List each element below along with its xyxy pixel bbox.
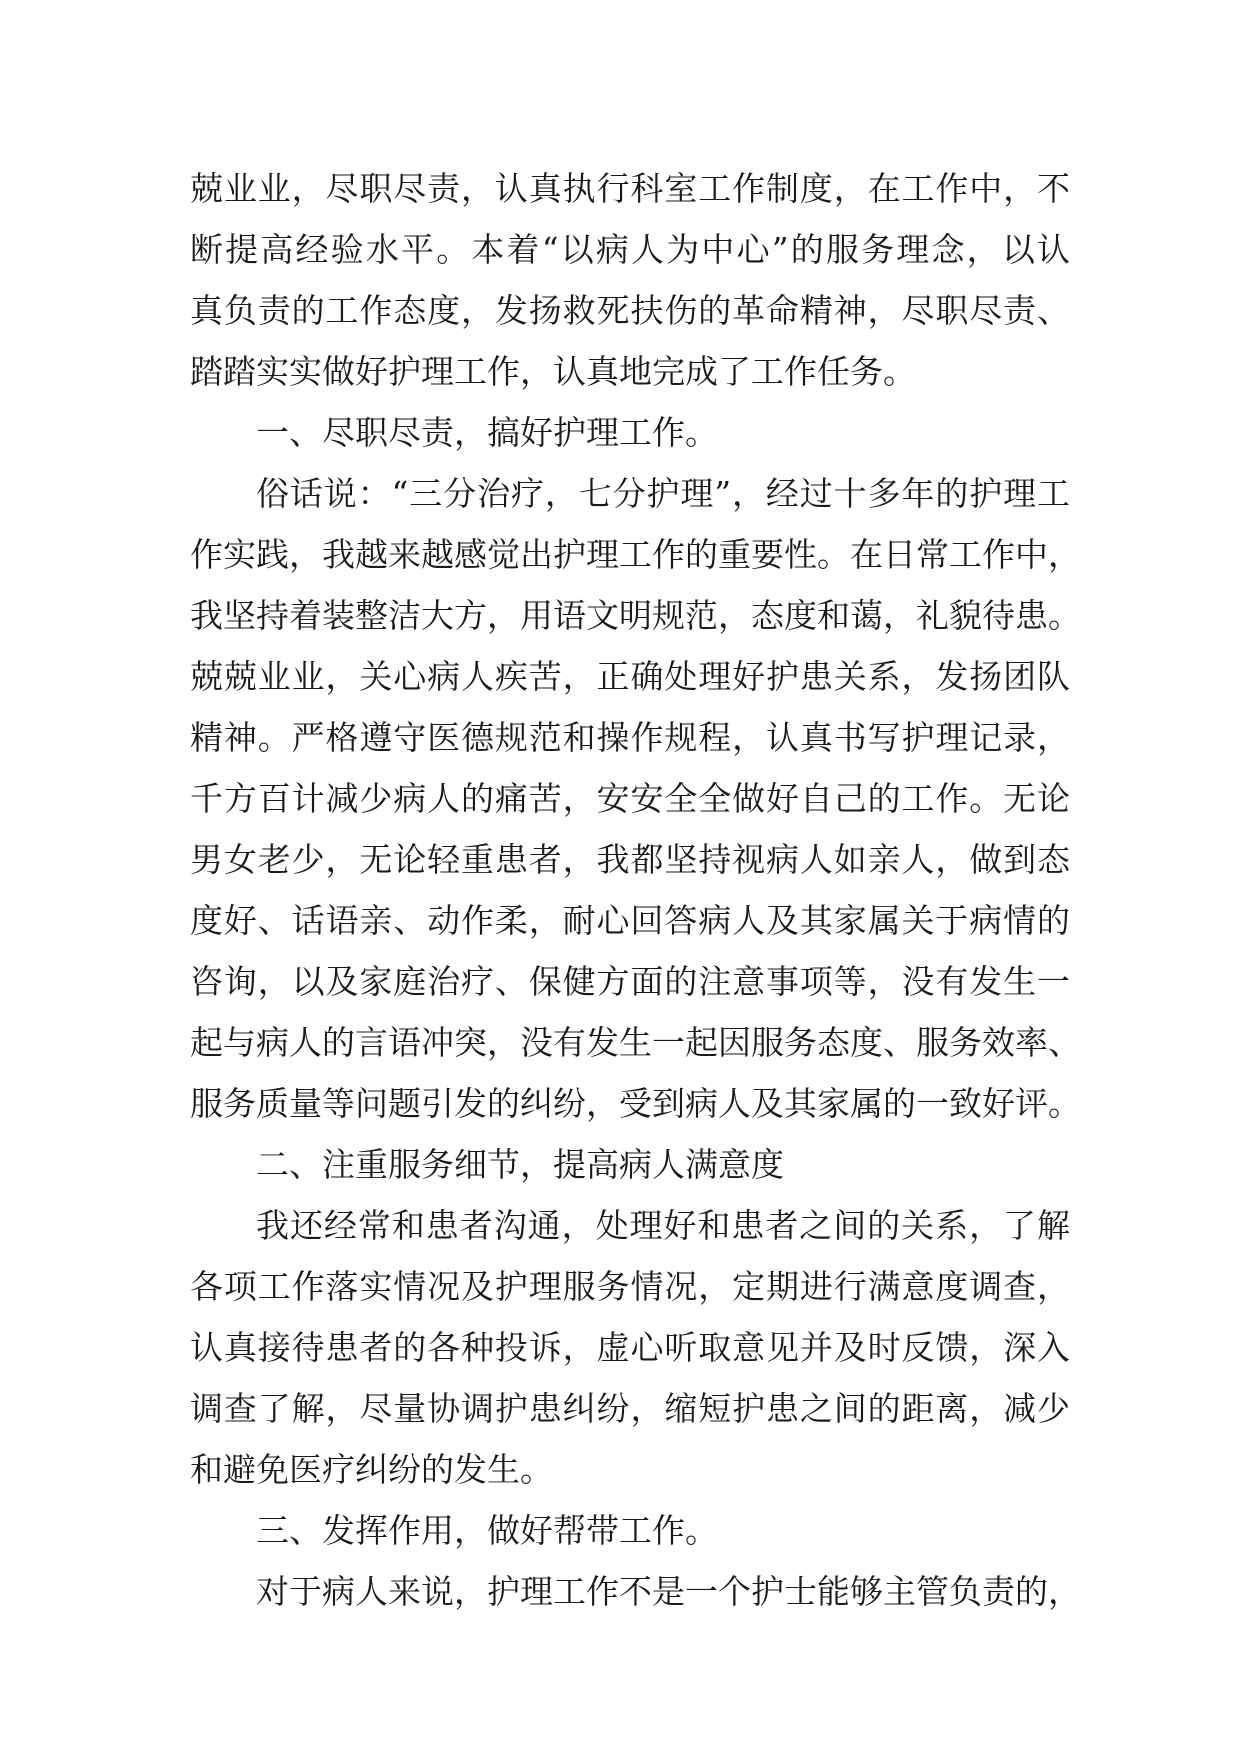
text-line: 度好、话语亲、动作柔，耐心回答病人及其家属关于病情的 <box>190 901 1070 940</box>
text-line: 作实践，我越来越感觉出护理工作的重要性。在日常工作中， <box>190 535 1081 574</box>
paragraph-start-line: 我还经常和患者沟通，处理好和患者之间的关系，了解 <box>256 1206 1070 1245</box>
text-line: 踏踏实实做好护理工作，认真地完成了工作任务。 <box>190 352 916 391</box>
text-line: 千方百计减少病人的痛苦，安安全全做好自己的工作。无论 <box>190 779 1070 818</box>
text-line: 兢业业，尽职尽责，认真执行科室工作制度，在工作中，不 <box>190 169 1070 208</box>
paragraph-start-line: 一、尽职尽责，搞好护理工作。 <box>256 413 718 452</box>
text-line: 男女老少，无论轻重患者，我都坚持视病人如亲人，做到态 <box>190 840 1070 879</box>
text-line: 真负责的工作态度，发扬救死扶伤的革命精神，尽职尽责、 <box>190 291 1070 330</box>
paragraph-start-line: 俗话说：“三分治疗，七分护理”，经过十多年的护理工 <box>256 474 1070 513</box>
text-line: 服务质量等问题引发的纠纷，受到病人及其家属的一致好评。 <box>190 1084 1081 1123</box>
text-line: 认真接待患者的各种投诉，虚心听取意见并及时反馈，深入 <box>190 1328 1070 1367</box>
document-body <box>190 158 1081 1622</box>
text-line: 精神。严格遵守医德规范和操作规程，认真书写护理记录， <box>190 718 1070 757</box>
text-line: 各项工作落实情况及护理服务情况，定期进行满意度调查， <box>190 1267 1070 1306</box>
paragraph-start-line: 二、注重服务细节，提高病人满意度 <box>256 1145 784 1184</box>
text-line: 断提高经验水平。本着“以病人为中心”的服务理念，以认 <box>190 230 1070 269</box>
text-line: 我坚持着装整洁大方，用语文明规范，态度和蔼，礼貌待患。 <box>190 596 1081 635</box>
text-line: 起与病人的言语冲突，没有发生一起因服务态度、服务效率、 <box>190 1023 1081 1062</box>
paragraph-start-line: 对于病人来说，护理工作不是一个护士能够主管负责的， <box>256 1572 1081 1611</box>
text-line: 咨询，以及家庭治疗、保健方面的注意事项等，没有发生一 <box>190 962 1070 1001</box>
text-line: 兢兢业业，关心病人疾苦，正确处理好护患关系，发扬团队 <box>190 657 1070 696</box>
paragraph-start-line: 三、发挥作用，做好帮带工作。 <box>256 1511 718 1550</box>
text-line: 调查了解，尽量协调护患纠纷，缩短护患之间的距离，减少 <box>190 1389 1070 1428</box>
text-line: 和避免医疗纠纷的发生。 <box>190 1450 553 1489</box>
